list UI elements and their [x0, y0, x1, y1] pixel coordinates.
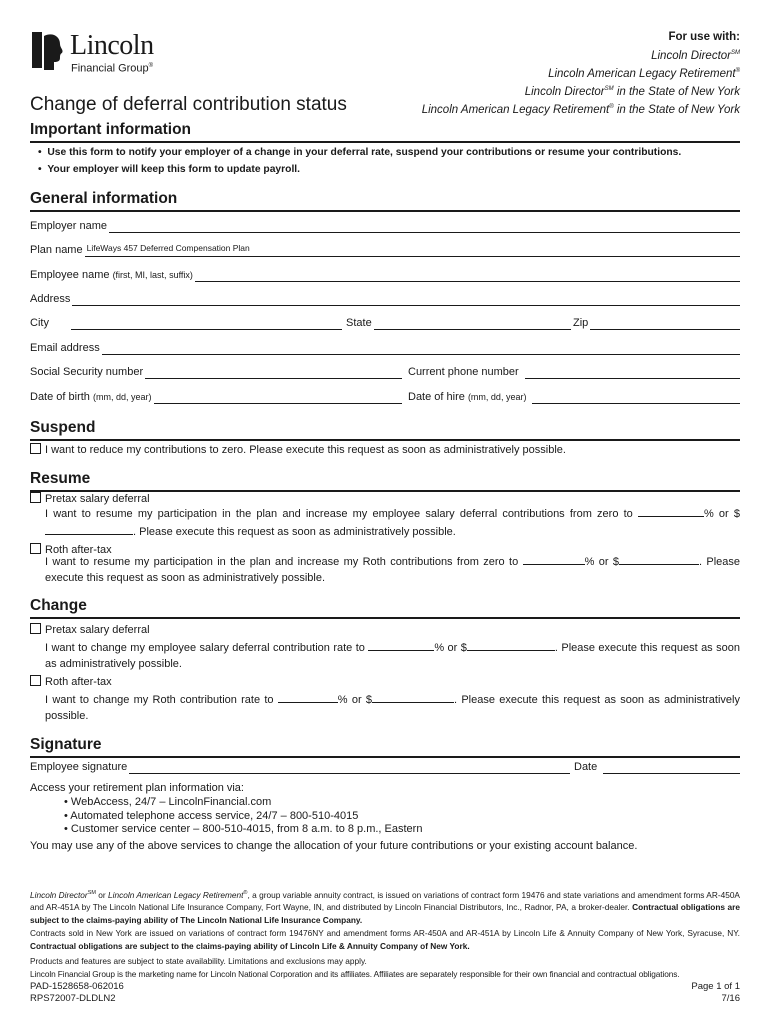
address-label: Address — [30, 293, 71, 305]
form-code-pad: PAD-1528658-062016 — [30, 981, 124, 992]
resume-pretax-label: Pretax salary deferral — [45, 493, 150, 505]
form-code-rps: RPS72007-DLDLN2 — [30, 993, 116, 1004]
ssn-field[interactable] — [30, 366, 402, 379]
plan-name-input[interactable] — [85, 244, 740, 257]
employee-name-field[interactable] — [30, 269, 740, 282]
change-roth-option[interactable] — [30, 675, 112, 689]
general-heading: General information — [30, 190, 740, 212]
phone-label: Current phone number — [408, 366, 519, 378]
product-line-2: Lincoln American Legacy Retirement® — [548, 67, 740, 80]
employee-signature-input[interactable] — [129, 761, 570, 774]
city-field[interactable] — [30, 317, 342, 330]
change-roth-checkbox[interactable] — [30, 675, 41, 686]
employee-name-input[interactable] — [195, 269, 740, 282]
footer-disclosure-1: Lincoln Director℠ or Lincoln American Legacy Retirement®, a group variable annuity contract, is issued on variations of contract form 19476 and state variations and amendment forms AR-450A and AR-451A by The Lincoln National Life Insurance Company, Fort Wayne, IN, and distributed by Lincoln Financial Distributors, Inc., Radnor, PA, a broker-dealer. Contractual obligations are subject to the claims-paying ability of The Lincoln National Life Insurance Company. — [30, 889, 740, 925]
ssn-input[interactable] — [145, 366, 402, 379]
important-heading: Important information — [30, 121, 740, 143]
plan-name-label: Plan name — [30, 244, 83, 256]
lincoln-logo — [30, 30, 170, 76]
address-field[interactable] — [30, 293, 740, 306]
doh-label: Date of hire (mm, dd, year) — [408, 391, 527, 403]
phone-input[interactable] — [525, 366, 740, 379]
suspend-checkbox[interactable] — [30, 443, 41, 454]
suspend-option-text: I want to reduce my contributions to zero. Please execute this request as soon as administratively possible. — [45, 444, 566, 456]
city-label: City — [30, 317, 49, 329]
resume-pretax-dollar-input[interactable] — [45, 523, 133, 535]
revision-date: 7/16 — [721, 993, 740, 1004]
form-codes — [30, 981, 124, 1005]
access-closing: You may use any of the above services to change the allocation of your future contributions or your existing account balance. — [30, 840, 638, 852]
footer-disclosure-3: Products and features are subject to state availability. Limitations and exclusions may apply. — [30, 956, 367, 966]
change-pretax-label: Pretax salary deferral — [45, 624, 150, 636]
change-pretax-text: I want to change my employee salary deferral contribution rate to % or $ . Please execute this request as soon as administratively possible. — [45, 639, 740, 672]
employee-name-label: Employee name (first, MI, last, suffix) — [30, 269, 193, 281]
product-line-4: Lincoln American Legacy Retirement® in the State of New York — [421, 104, 740, 117]
access-item-phone: • Automated telephone access service, 24/7 – 800-510-4015 — [64, 810, 359, 822]
access-intro: Access your retirement plan information via: — [30, 782, 244, 794]
zip-input[interactable] — [590, 317, 740, 330]
page-info — [691, 981, 740, 1005]
state-field[interactable] — [346, 317, 571, 330]
resume-pretax-checkbox[interactable] — [30, 492, 41, 503]
signature-heading: Signature — [30, 736, 740, 758]
resume-heading: Resume — [30, 470, 740, 492]
resume-roth-label: Roth after-tax — [45, 544, 112, 556]
resume-roth-checkbox[interactable] — [30, 543, 41, 554]
signature-date-label: Date — [574, 761, 598, 773]
access-item-service-center: • Customer service center – 800-510-4015, from 8 a.m. to 8 p.m., Eastern — [64, 823, 423, 835]
for-use-heading: For use with: — [668, 31, 740, 43]
dob-input[interactable] — [154, 391, 403, 404]
city-input[interactable] — [71, 317, 342, 330]
employer-name-field[interactable] — [30, 220, 740, 233]
product-line-3: Lincoln Director℠ in the State of New York — [524, 85, 740, 98]
resume-pretax-text: I want to resume my participation in the plan and increase my employee salary deferral contributions from zero to % or $. Please execute this request as soon as administratively possible. — [45, 505, 740, 540]
logo-wordmark: Lincoln — [70, 30, 154, 61]
zip-field[interactable] — [573, 317, 740, 330]
change-pretax-option[interactable] — [30, 623, 150, 637]
resume-roth-dollar-input[interactable] — [619, 553, 699, 565]
footer-disclosure-2: Contracts sold in New York are issued on variations of contract form 19476NY and amendment forms AR-450A and AR-451A by Lincoln Life & Annuity Company of New York, Syracuse, NY. Contractual obligations are subject to the claims-paying ability of Lincoln Life & Annuity Company of New York. — [30, 928, 740, 951]
plan-name-value: LifeWays 457 Deferred Compensation Plan — [86, 243, 250, 253]
suspend-heading: Suspend — [30, 419, 740, 441]
important-bullet-1: • Use this form to notify your employer of a change in your deferral rate, suspend your contributions or resume your contributions. — [38, 147, 682, 158]
dob-label: Date of birth (mm, dd, year) — [30, 391, 152, 403]
dob-field[interactable] — [30, 391, 402, 404]
signature-date-input[interactable] — [603, 761, 740, 774]
resume-roth-text: I want to resume my participation in the plan and increase my Roth contributions from zero to % or $ . Please execute this request as soon as administratively possible. — [45, 553, 740, 586]
doh-field[interactable] — [408, 391, 740, 404]
address-input[interactable] — [72, 293, 740, 306]
access-item-webaccess: • WebAccess, 24/7 – LincolnFinancial.com — [64, 796, 272, 808]
change-roth-percent-input[interactable] — [278, 691, 338, 703]
footer-disclosure-4: Lincoln Financial Group is the marketing name for Lincoln National Corporation and its affiliates. Affiliates are separately responsible for their own financial and contractual obligations. — [30, 969, 680, 979]
doh-input[interactable] — [532, 391, 740, 404]
employer-name-input[interactable] — [109, 220, 740, 233]
resume-pretax-percent-input[interactable] — [638, 505, 704, 517]
email-input[interactable] — [102, 342, 740, 355]
email-field[interactable] — [30, 342, 740, 355]
ssn-label: Social Security number — [30, 366, 144, 378]
employee-signature-label: Employee signature — [30, 761, 128, 773]
resume-roth-percent-input[interactable] — [523, 553, 585, 565]
email-label: Email address — [30, 342, 100, 354]
phone-field[interactable] — [408, 366, 740, 379]
page-title: Change of deferral contribution status — [30, 94, 347, 115]
suspend-option[interactable] — [30, 443, 566, 457]
change-roth-label: Roth after-tax — [45, 676, 112, 688]
change-pretax-percent-input[interactable] — [368, 639, 434, 651]
lincoln-profile-icon — [30, 30, 66, 72]
change-pretax-checkbox[interactable] — [30, 623, 41, 634]
change-heading: Change — [30, 597, 740, 619]
page-number: Page 1 of 1 — [691, 981, 740, 992]
product-line-1: Lincoln Director℠ — [651, 49, 740, 62]
change-roth-dollar-input[interactable] — [372, 691, 454, 703]
logo-subtitle: Financial Group® — [71, 62, 154, 75]
change-pretax-dollar-input[interactable] — [467, 639, 555, 651]
employer-name-label: Employer name — [30, 220, 108, 232]
important-bullet-2: • Your employer will keep this form to update payroll. — [38, 164, 301, 175]
state-label: State — [346, 317, 372, 329]
state-input[interactable] — [374, 317, 571, 330]
change-roth-text: I want to change my Roth contribution rate to % or $ . Please execute this request as soon as administratively possible. — [45, 691, 740, 724]
signature-date-field[interactable] — [574, 761, 740, 774]
resume-pretax-option[interactable] — [30, 492, 150, 506]
for-use-block — [422, 30, 740, 119]
plan-name-field[interactable] — [30, 244, 740, 257]
zip-label: Zip — [573, 317, 589, 329]
employee-signature-field[interactable] — [30, 761, 570, 774]
